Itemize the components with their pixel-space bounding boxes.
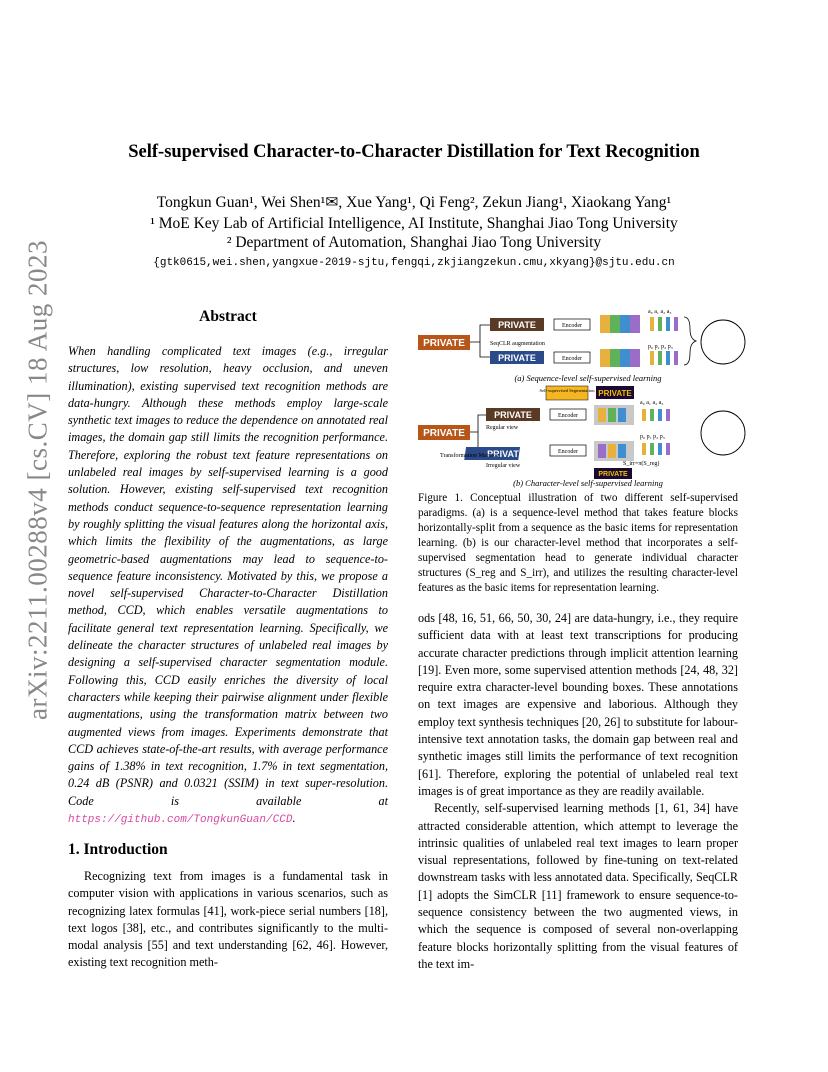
svg-text:PRIVATE: PRIVATE [498, 320, 536, 330]
pooled-bars-a1 [650, 317, 678, 331]
affiliation-1: ¹ MoE Key Lab of Artificial Intelligence, AI Institute, Shanghai Jiao Tong University [150, 215, 678, 232]
svg-text:a₀ a₁ a₂ a₃: a₀ a₁ a₂ a₃ [640, 400, 664, 406]
abstract-body: When handling complicated text images (e.g., irregular structures, low resolution, heavy occlusion, and uneven illumination), existing supervised text recognition methods are data-hungry. Although these methods employ large-scale synthetic text images to reduce the dependence on annotated real images, the domain gap still limits the recognition performance. Therefore, exploring the robust text feature representations on unlabeled real images by self-supervised learning is a good solution. However, existing self-supervised text recognition methods conduct sequence-to-sequence representation learning by roughly splitting the visual features along the horizontal axis, which limits the flexibility of the augmentations, as large geometric-based augmentations may lead to sequence-to-sequence feature inconsistency. Motivated by this, we propose a novel self-supervised Character-to-Character Distillation method, CCD, which enables versatile augmentations to facilitate general text representation learning. Specifically, we delineate the character structures of unlabeled real images by designing a self-supervised character segmentation module. Following this, CCD easily enriches the diversity of local characters while keeping their pairwise alignment under flexible augmentations, using the transformation matrix between two augmented views from images. Experiments demonstrate that CCD achieves state-of-the-art results, with average performance gains of 1.38% in text recognition, 1.7% in text segmentation, 0.24 dB (PSNR) and 0.0321 (SSIM) in text super-resolution. Code is available at https://github.com/TongkunGuan/CCD. [68, 344, 388, 827]
char-bars-b2 [642, 443, 670, 455]
svg-text:PRIVATE: PRIVATE [598, 471, 628, 478]
regular-view-label: Regular view [486, 425, 519, 431]
svg-text:S_irr=π(S_reg): S_irr=π(S_reg) [623, 461, 660, 467]
intro-heading: 1. Introduction [68, 841, 168, 858]
svg-text:p₀ p₁ p₂ p₃: p₀ p₁ p₂ p₃ [648, 344, 673, 350]
pooled-bars-a2 [650, 351, 678, 365]
code-link[interactable]: https://github.com/TongkunGuan/CCD [68, 814, 293, 827]
svg-text:PRIVATE: PRIVATE [494, 410, 532, 420]
abstract-heading: Abstract [199, 308, 257, 325]
svg-text:Encoder: Encoder [562, 323, 582, 329]
paragraph: Recently, self-supervised learning methods [1, 61, 34] have attracted considerable attention, which attempt to leverage the intrinsic qualities of unlabeled real text images to learn proper visual representations, followed by fine-tuning on text-related downstream tasks with less annotated data. Specifically, SeqCLR [1] adopts the SimCLR [11] framework to ensure sequence-to-sequence consistency between the two augmented views, in which the sequence is composed of several non-overlapping feature blocks horizontally splitting from the visual features of the text im- [418, 801, 738, 971]
embedding-circle-b [701, 411, 745, 455]
svg-text:Encoder: Encoder [562, 356, 582, 362]
svg-text:PRIVATE: PRIVATE [423, 428, 465, 439]
author-emails: {gtk0615,wei.shen,yangxue-2019-sjtu,fengqi,zkjiangzekun.cmu,xkyang}@sjtu.edu.cn [153, 257, 675, 269]
feature-blocks-a2 [600, 349, 640, 367]
abstract-text: When handling complicated text images (e.g., irregular structures, low resolution, heavy occlusion, and uneven illumination), existing supervised text recognition methods are data-hungry. Although these methods employ large-scale synthetic text images to reduce the dependence on annotated real images, the domain gap still limits the recognition performance. Therefore, exploring the robust text feature representations on unlabeled real images by self-supervised learning is a good solution. However, existing self-supervised text recognition methods conduct sequence-to-sequence representation learning by roughly splitting the visual features along the horizontal axis, which limits the flexibility of the augmentations, as large geometric-based augmentations may lead to sequence-to-sequence feature inconsistency. Motivated by this, we propose a novel self-supervised Character-to-Character Distillation method, CCD, which enables versatile augmentations to facilitate general text representation learning. Specifically, we delineate the character structures of unlabeled real images by designing a self-supervised character segmentation module. Following this, CCD easily enriches the diversity of local characters while keeping their pairwise alignment under flexible augmentations, using the transformation matrix between two augmented views from images. Experiments demonstrate that CCD achieves state-of-the-art results, with average performance gains of 1.38% in text recognition, 1.7% in text segmentation, 0.24 dB (PSNR) and 0.0321 (SSIM) in text super-resolution. Code is available at [68, 344, 388, 808]
author-list: Tongkun Guan¹, Wei Shen¹✉, Xue Yang¹, Qi Feng², Zekun Jiang¹, Xiaokang Yang¹ [156, 194, 672, 211]
svg-text:PRIVATE: PRIVATE [487, 449, 525, 459]
arxiv-sidebar: arXiv:2211.00288v4 [cs.CV] 18 Aug 2023 [22, 240, 53, 720]
embedding-circle-a [701, 320, 745, 364]
svg-text:Encoder: Encoder [558, 413, 578, 419]
paper-title: Self-supervised Character-to-Character Distillation for Text Recognition [128, 142, 700, 162]
paragraph: ods [48, 16, 51, 66, 50, 30, 24] are data-hungry, i.e., they require sufficient data with at least text transcriptions for producing accurate character predictions through implicit attention learning [19]. Even more, some supervised attention methods [24, 48, 32] require extra character-level bounding boxes. These annotations on text images are expensive and laborious. Although they employ text synthesis techniques [20, 26] to substitute for labour-intensive text annotation tasks, the domain gap between real and synthetic images still limits the performance of text recognition [61]. Therefore, exploring the potential of unlabeled real text images is of great importance as they are readily available. [418, 611, 738, 798]
feature-grid-b1 [594, 405, 634, 425]
svg-text:Encoder: Encoder [558, 449, 578, 455]
brace-a [684, 317, 696, 365]
svg-text:PRIVATE: PRIVATE [498, 353, 536, 363]
right-column-body [418, 610, 738, 973]
svg-text:PRIVATE: PRIVATE [598, 389, 632, 398]
feature-blocks-a1 [600, 315, 640, 333]
svg-text:a₀ a₁ a₂ a₃: a₀ a₁ a₂ a₃ [648, 309, 672, 315]
feature-grid-b2 [594, 441, 634, 461]
irregular-view-label: Irregular view [486, 463, 521, 469]
svg-text:Self-supervised Segmentation: Self-supervised Segmentation [539, 388, 595, 393]
input-image-a-text: PRIVATE [423, 338, 465, 349]
transform-label: Transformation Matrix π [440, 453, 500, 459]
svg-text:p₀ p₁ p₂ p₃: p₀ p₁ p₂ p₃ [640, 434, 665, 440]
char-bars-b1 [642, 409, 670, 421]
subcaption-a: (a) Sequence-level self-supervised learning [514, 373, 662, 383]
affiliation-2: ² Department of Automation, Shanghai Jiao Tong University [226, 234, 602, 251]
subcaption-b: (b) Character-level self-supervised learning [513, 478, 663, 488]
figure-caption: Figure 1. Conceptual illustration of two different self-supervised paradigms. (a) is a sequence-level method that takes feature blocks horizontally-split from a sequence as the basic items for representation learning. (b) is our character-level method that incorporates a self-supervised segmentation head to generate individual character structures (S_reg and S_irr), and utilizes the resulting character-level features as the basic items for representation learning. [418, 492, 738, 594]
seqclr-label: SeqCLR augmentation [490, 341, 545, 347]
intro-body: Recognizing text from images is a fundamental task in computer vision with applications in various scenarios, such as recognizing latex formulas [41], work-piece serial numbers [18], text logos [38], etc., and contributes significantly to the multi-modal analysis [55] and text understanding [62, 46]. However, existing text recognition meth- [68, 869, 388, 970]
figure-1-diagram [418, 305, 758, 488]
